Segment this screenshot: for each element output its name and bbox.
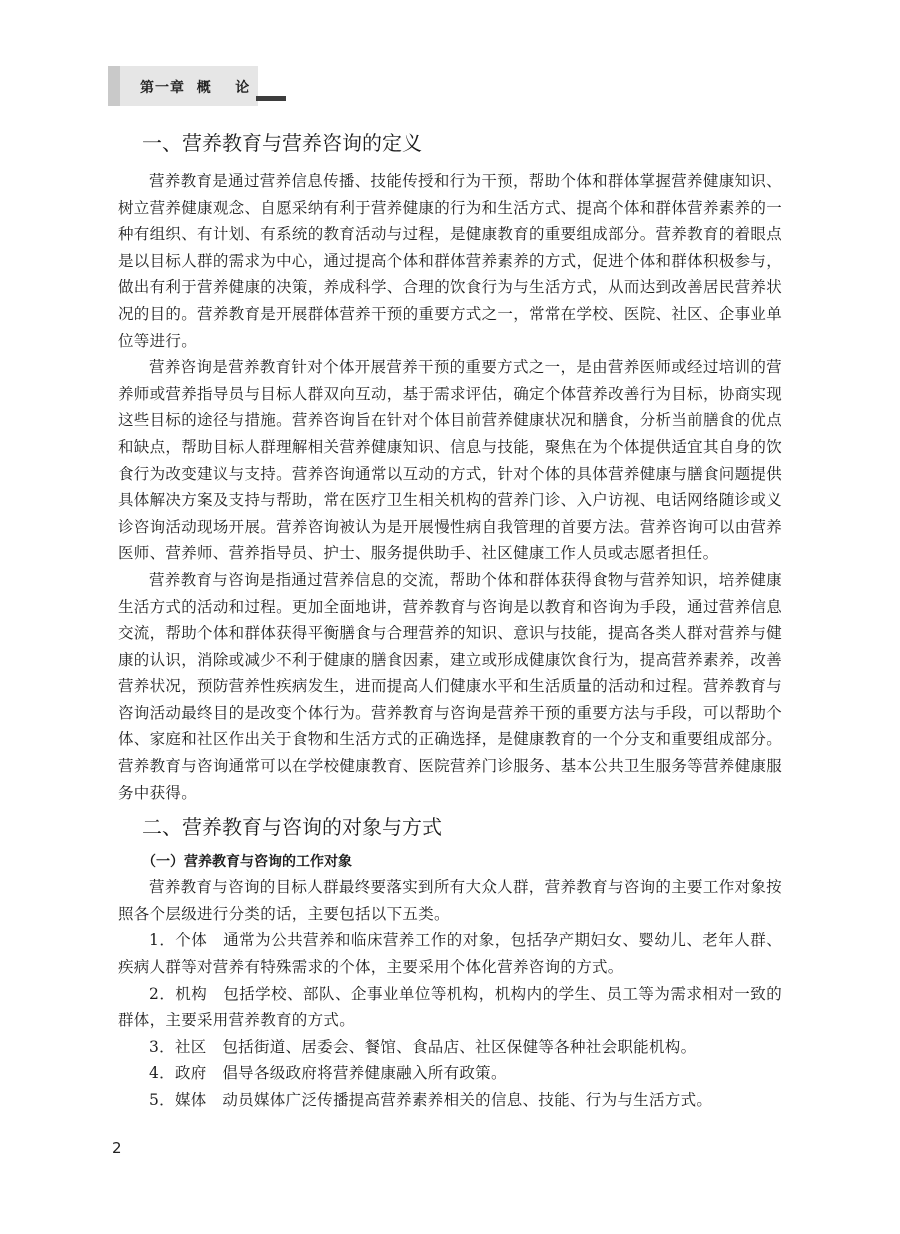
chapter-header	[108, 66, 282, 106]
list-item-media: 5．媒体 动员媒体广泛传播提高营养素养相关的信息、技能、行为与生活方式。	[149, 1091, 713, 1109]
list-item-individual: 1．个体 通常为公共营养和临床营养工作的对象，包括孕产期妇女、婴幼儿、老年人群、疾病人群等对营养有特殊需求的个体，主要采用个体化营养咨询的方式。	[118, 931, 782, 977]
subsection-title-targets: （一）营养教育与咨询的工作对象	[142, 854, 352, 871]
chapter-title: 第一章 概 论	[140, 80, 251, 96]
paragraph-nutrition-counseling: 营养咨询是营养教育针对个体开展营养干预的重要方式之一，是由营养医师或经过培训的营养师或营养指导员与目标人群双向互动，基于需求评估，确定个体营养改善行为目标，协商实现这些目标的途径与措施。营养咨询旨在针对个体目前营养健康状况和膳食，分析当前膳食的优点和缺点，帮助目标人群理解相关营养健康知识、信息与技能，聚焦在为个体提供适宜其自身的饮食行为改变建议与支持。营养咨询通常以互动的方式，针对个体的具体营养健康与膳食问题提供具体解决方案及支持与帮助，常在医疗卫生相关机构的营养门诊、入户访视、电话网络随诊或义诊咨询活动现场开展。营养咨询被认为是开展慢性病自我管理的首要方法。营养咨询可以由营养医师、营养师、营养指导员、护士、服务提供助手、社区健康工作人员或志愿者担任。	[118, 358, 782, 563]
page-number: 2	[112, 1139, 122, 1157]
page-content	[118, 128, 782, 1114]
paragraph-targets-intro: 营养教育与咨询的目标人群最终要落实到所有大众人群，营养教育与咨询的主要工作对象按照各个层级进行分类的话，主要包括以下五类。	[118, 878, 782, 923]
paragraph-nutrition-education: 营养教育是通过营养信息传播、技能传授和行为干预，帮助个体和群体掌握营养健康知识、树立营养健康观念、自愿采纳有利于营养健康的行为和生活方式、提高个体和群体营养素养的一种有组织、有计划、有系统的教育活动与过程，是健康教育的重要组成部分。营养教育的着眼点是以目标人群的需求为中心，通过提高个体和群体营养素养的方式，促进个体和群体积极参与，做出有利于营养健康的决策，养成科学、合理的饮食行为与生活方式，从而达到改善居民营养状况的目的。营养教育是开展群体营养干预的重要方式之一，常常在学校、医院、社区、企事业单位等进行。	[118, 172, 782, 350]
paragraph-education-and-counseling: 营养教育与咨询是指通过营养信息的交流，帮助个体和群体获得食物与营养知识，培养健康生活方式的活动和过程。更加全面地讲，营养教育与咨询是以教育和咨询为手段，通过营养信息交流，帮助个体和群体获得平衡膳食与合理营养的知识、意识与技能，提高各类人群对营养与健康的认识，消除或减少不利于健康的膳食因素，建立或形成健康饮食行为，提高营养素养，改善营养状况，预防营养性疾病发生，进而提高人们健康水平和生活质量的活动和过程。营养教育与咨询活动最终目的是改变个体行为。营养教育与咨询是营养干预的重要方法与手段，可以帮助个体、家庭和社区作出关于食物和生活方式的正确选择，是健康教育的一个分支和重要组成部分。营养教育与咨询通常可以在学校健康教育、医院营养门诊服务、基本公共卫生服务等营养健康服务中获得。	[118, 570, 782, 802]
header-accent-bar	[108, 66, 120, 106]
header-rule	[256, 96, 286, 101]
list-item-government: 4．政府 倡导各级政府将营养健康融入所有政策。	[149, 1064, 507, 1083]
list-item-community: 3．社区 包括街道、居委会、餐馆、食品店、社区保健等各种社会职能机构。	[149, 1037, 697, 1056]
header-tab	[120, 66, 258, 106]
section-title-definition: 一、营养教育与营养咨询的定义	[142, 131, 422, 155]
section-title-targets-and-methods: 二、营养教育与咨询的对象与方式	[142, 815, 442, 840]
list-item-institution: 2．机构 包括学校、部队、企事业单位等机构，机构内的学生、员工等为需求相对一致的群体，主要采用营养教育的方式。	[118, 984, 782, 1030]
